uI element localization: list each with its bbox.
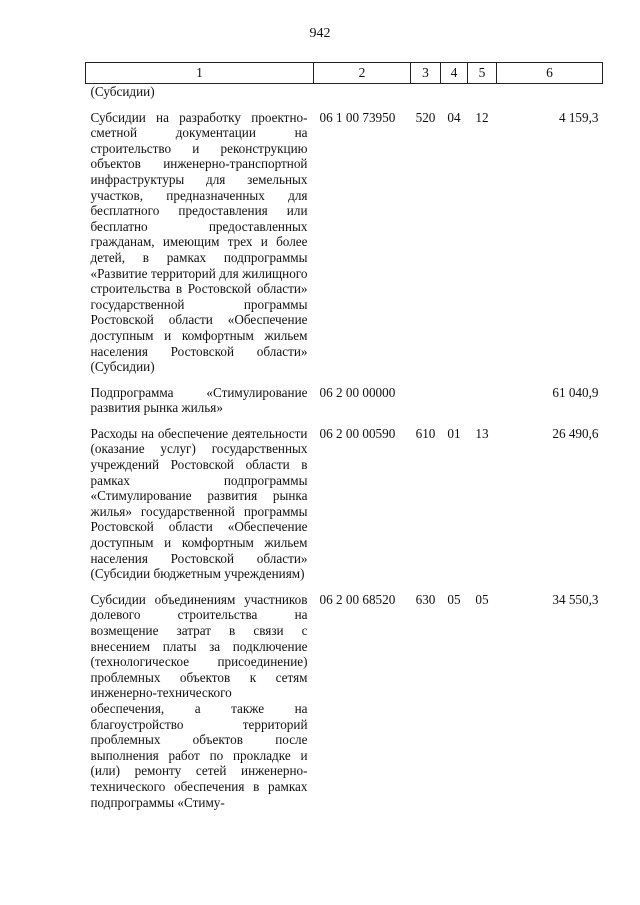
row-vr bbox=[411, 385, 441, 416]
header-col-3: 3 bbox=[411, 63, 441, 84]
row-description: Субсидии объединениям участников долевого строительства на возмещение затрат в связи с внесением платы за подключение (технологическое присоединение) проблемных объектов к сетям инженерно-технического обеспечения, а также на благоустройство территорий проблемных объектов после выполнения работ по прокладке и (или) ремонту сетей инженерно-технического обеспечения в рамках подпрограммы «Стиму- bbox=[90, 591, 308, 810]
header-col-6: 6 bbox=[497, 63, 603, 84]
row-vr: 610 bbox=[415, 425, 436, 441]
row-rz: 05 bbox=[447, 591, 461, 607]
row-code bbox=[314, 84, 411, 100]
table-row bbox=[86, 385, 603, 416]
table-row bbox=[86, 592, 603, 810]
row-code: 06 1 00 73950 bbox=[319, 109, 396, 125]
row-pr: 13 bbox=[475, 425, 489, 441]
row-vr bbox=[411, 84, 441, 100]
row-code: 06 2 00 00000 bbox=[319, 384, 396, 400]
header-row bbox=[86, 63, 603, 84]
row-description: (Субсидии) bbox=[90, 84, 155, 99]
header-col-4: 4 bbox=[441, 63, 468, 84]
row-pr bbox=[468, 84, 497, 100]
row-rz bbox=[441, 84, 468, 100]
row-code: 06 2 00 00590 bbox=[319, 425, 396, 441]
row-pr: 05 bbox=[475, 591, 489, 607]
row-amount: 61 040,9 bbox=[552, 384, 599, 400]
table-row bbox=[86, 110, 603, 375]
row-code: 06 2 00 68520 bbox=[319, 591, 396, 607]
header-col-5: 5 bbox=[468, 63, 497, 84]
row-description: Расходы на обеспечение деятельности (оказание услуг) государственных учреждений Ростовской области в рамках подпрограммы «Стимулирование развития рынка жилья» государственной программы Ростовской области «Обеспечение доступным и комфортным жильем населения Ростовской области» (Субсидии бюджетным учреждениям) bbox=[90, 425, 308, 582]
page-number: 942 bbox=[309, 26, 331, 41]
table-row bbox=[86, 426, 603, 582]
row-amount: 34 550,3 bbox=[552, 591, 599, 607]
row-description: Субсидии на разработку проектно-сметной документации на строительство и реконструкцию объектов инженерно-транспортной инфраструктуры для земельных участков, предназначенных для бесплатного предоставления или бесплатно предоставленных гражданам, имеющим трех и более детей, в рамках подпрограммы «Развитие территорий для жилищного строительства в Ростовской области» государственной программы Ростовской области «Обеспечение доступным и комфортным жильем населения Ростовской области» (Субсидии) bbox=[90, 109, 308, 375]
row-pr bbox=[468, 385, 497, 416]
budget-table bbox=[85, 62, 603, 810]
header-col-1: 1 bbox=[86, 63, 314, 84]
row-amount bbox=[497, 84, 603, 100]
row-amount: 4 159,3 bbox=[558, 109, 599, 125]
row-vr: 630 bbox=[415, 591, 436, 607]
row-description: Подпрограмма «Стимулирование развития рынка жилья» bbox=[90, 384, 308, 416]
header-col-2: 2 bbox=[314, 63, 411, 84]
row-amount: 26 490,6 bbox=[552, 425, 599, 441]
row-pr: 12 bbox=[475, 109, 489, 125]
row-rz bbox=[441, 385, 468, 416]
row-rz: 01 bbox=[447, 425, 461, 441]
row-rz: 04 bbox=[447, 109, 461, 125]
table-row bbox=[86, 84, 603, 100]
row-vr: 520 bbox=[415, 109, 436, 125]
